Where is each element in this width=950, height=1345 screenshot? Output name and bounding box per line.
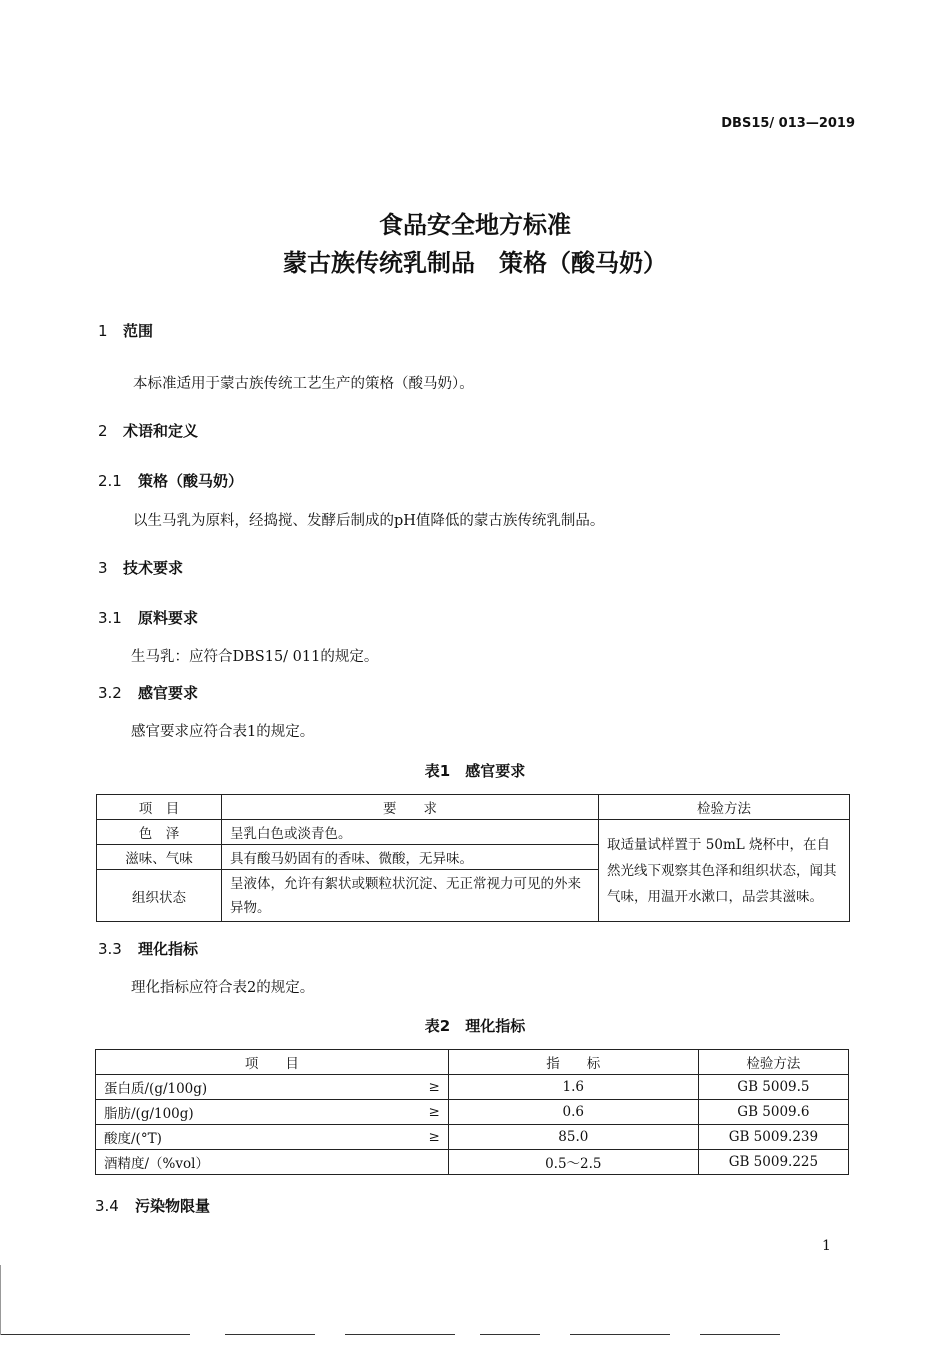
table-row bbox=[96, 1125, 849, 1150]
table2-row1-op: ≥ bbox=[383, 1075, 449, 1100]
table2-row1-item: 蛋白质/(g/100g) bbox=[96, 1075, 383, 1100]
table2-header-method: 检验方法 bbox=[698, 1050, 848, 1075]
table1-sensory bbox=[96, 794, 850, 922]
table1-method: 取适量试样置于 50mL 烧杯中，在自然光线下观察其色泽和组织状态，闻其气味，用温开水漱口，品尝其滋味。 bbox=[599, 820, 850, 922]
section-3-number: 3 bbox=[98, 559, 108, 577]
section-3-3-heading bbox=[98, 938, 198, 959]
table2-caption: 表2 理化指标 bbox=[424, 1017, 526, 1035]
section-3-3-text: 理化指标应符合表2的规定。 bbox=[131, 980, 315, 996]
table2-row4-method: GB 5009.225 bbox=[698, 1150, 848, 1175]
section-3-3-title: 理化指标 bbox=[138, 940, 199, 958]
table1-row3-req: 呈液体，允许有絮状或颗粒状沉淀、无正常视力可见的外来异物。 bbox=[222, 870, 599, 922]
doc-title-line1: 食品安全地方标准 bbox=[379, 211, 571, 239]
section-2-title: 术语和定义 bbox=[123, 422, 199, 440]
table2-row1-method: GB 5009.5 bbox=[698, 1075, 848, 1100]
table2-header-item: 项 目 bbox=[96, 1050, 449, 1075]
section-3-1-number: 3.1 bbox=[98, 609, 122, 627]
scan-edge-line bbox=[0, 1334, 190, 1335]
table2-row2-item: 脂肪/(g/100g) bbox=[96, 1100, 383, 1125]
table2-physicochemical bbox=[95, 1049, 849, 1175]
table2-header-row bbox=[96, 1050, 849, 1075]
table2-row2-value: 0.6 bbox=[448, 1100, 698, 1125]
section-3-2-heading bbox=[98, 682, 198, 703]
section-2-1-number: 2.1 bbox=[98, 472, 122, 490]
scan-edge-line bbox=[225, 1334, 315, 1335]
table2-row4-value: 0.5～2.5 bbox=[448, 1150, 698, 1175]
section-1-text: 本标准适用于蒙古族传统工艺生产的策格（酸马奶）。 bbox=[133, 376, 474, 392]
table1-header-row bbox=[97, 795, 850, 820]
section-1-title: 范围 bbox=[123, 322, 154, 340]
scan-edge-mark bbox=[0, 1265, 1, 1335]
section-3-3-number: 3.3 bbox=[98, 940, 122, 958]
table1-caption: 表1 感官要求 bbox=[424, 762, 526, 780]
table-row bbox=[96, 1100, 849, 1125]
table1-header-method: 检验方法 bbox=[599, 795, 850, 820]
section-2-1-text: 以生马乳为原料，经捣搅、发酵后制成的pH值降低的蒙古族传统乳制品。 bbox=[133, 513, 605, 529]
doc-title-line2: 蒙古族传统乳制品 策格（酸马奶） bbox=[283, 249, 667, 277]
section-3-1-title: 原料要求 bbox=[138, 609, 199, 627]
section-3-1-heading bbox=[98, 607, 198, 628]
table2-row1-value: 1.6 bbox=[448, 1075, 698, 1100]
table2-row3-item: 酸度/(°T) bbox=[96, 1125, 383, 1150]
table2-row3-method: GB 5009.239 bbox=[698, 1125, 848, 1150]
section-3-4-heading bbox=[95, 1195, 210, 1216]
section-2-heading bbox=[98, 420, 198, 441]
table1-header-item: 项 目 bbox=[97, 795, 222, 820]
table2-row4-op bbox=[383, 1150, 449, 1175]
section-1-number: 1 bbox=[98, 322, 108, 340]
table2-row3-value: 85.0 bbox=[448, 1125, 698, 1150]
table2-row2-method: GB 5009.6 bbox=[698, 1100, 848, 1125]
section-3-2-number: 3.2 bbox=[98, 684, 122, 702]
section-1-heading bbox=[98, 320, 153, 341]
table1-row2-item: 滋味、气味 bbox=[97, 845, 222, 870]
table-row bbox=[96, 1150, 849, 1175]
scan-edge-line bbox=[345, 1334, 455, 1335]
table-row bbox=[97, 820, 850, 845]
section-2-1-heading bbox=[98, 470, 243, 491]
section-2-number: 2 bbox=[98, 422, 108, 440]
section-3-2-title: 感官要求 bbox=[138, 684, 199, 702]
table1-row2-req: 具有酸马奶固有的香味、微酸，无异味。 bbox=[222, 845, 599, 870]
section-3-4-title: 污染物限量 bbox=[135, 1197, 211, 1215]
section-3-4-number: 3.4 bbox=[95, 1197, 119, 1215]
section-2-1-title: 策格（酸马奶） bbox=[138, 472, 244, 490]
section-3-1-text: 生马乳：应符合DBS15/ 011的规定。 bbox=[131, 649, 379, 665]
section-3-heading bbox=[98, 557, 183, 578]
document-code: DBS15/ 013—2019 bbox=[721, 116, 855, 131]
page-number: 1 bbox=[822, 1238, 831, 1254]
table2-header-index: 指 标 bbox=[448, 1050, 698, 1075]
table2-row3-op: ≥ bbox=[383, 1125, 449, 1150]
section-3-2-text: 感官要求应符合表1的规定。 bbox=[131, 724, 315, 740]
scan-edge-line bbox=[570, 1334, 670, 1335]
table1-row1-item: 色 泽 bbox=[97, 820, 222, 845]
table2-row4-item: 酒精度/（%vol） bbox=[96, 1150, 383, 1175]
table1-row1-req: 呈乳白色或淡青色。 bbox=[222, 820, 599, 845]
scan-edge-line bbox=[700, 1334, 780, 1335]
table1-header-req: 要 求 bbox=[222, 795, 599, 820]
table-row bbox=[96, 1075, 849, 1100]
scan-edge-line bbox=[480, 1334, 540, 1335]
section-3-title: 技术要求 bbox=[123, 559, 184, 577]
table1-row3-item: 组织状态 bbox=[97, 870, 222, 922]
table2-row2-op: ≥ bbox=[383, 1100, 449, 1125]
